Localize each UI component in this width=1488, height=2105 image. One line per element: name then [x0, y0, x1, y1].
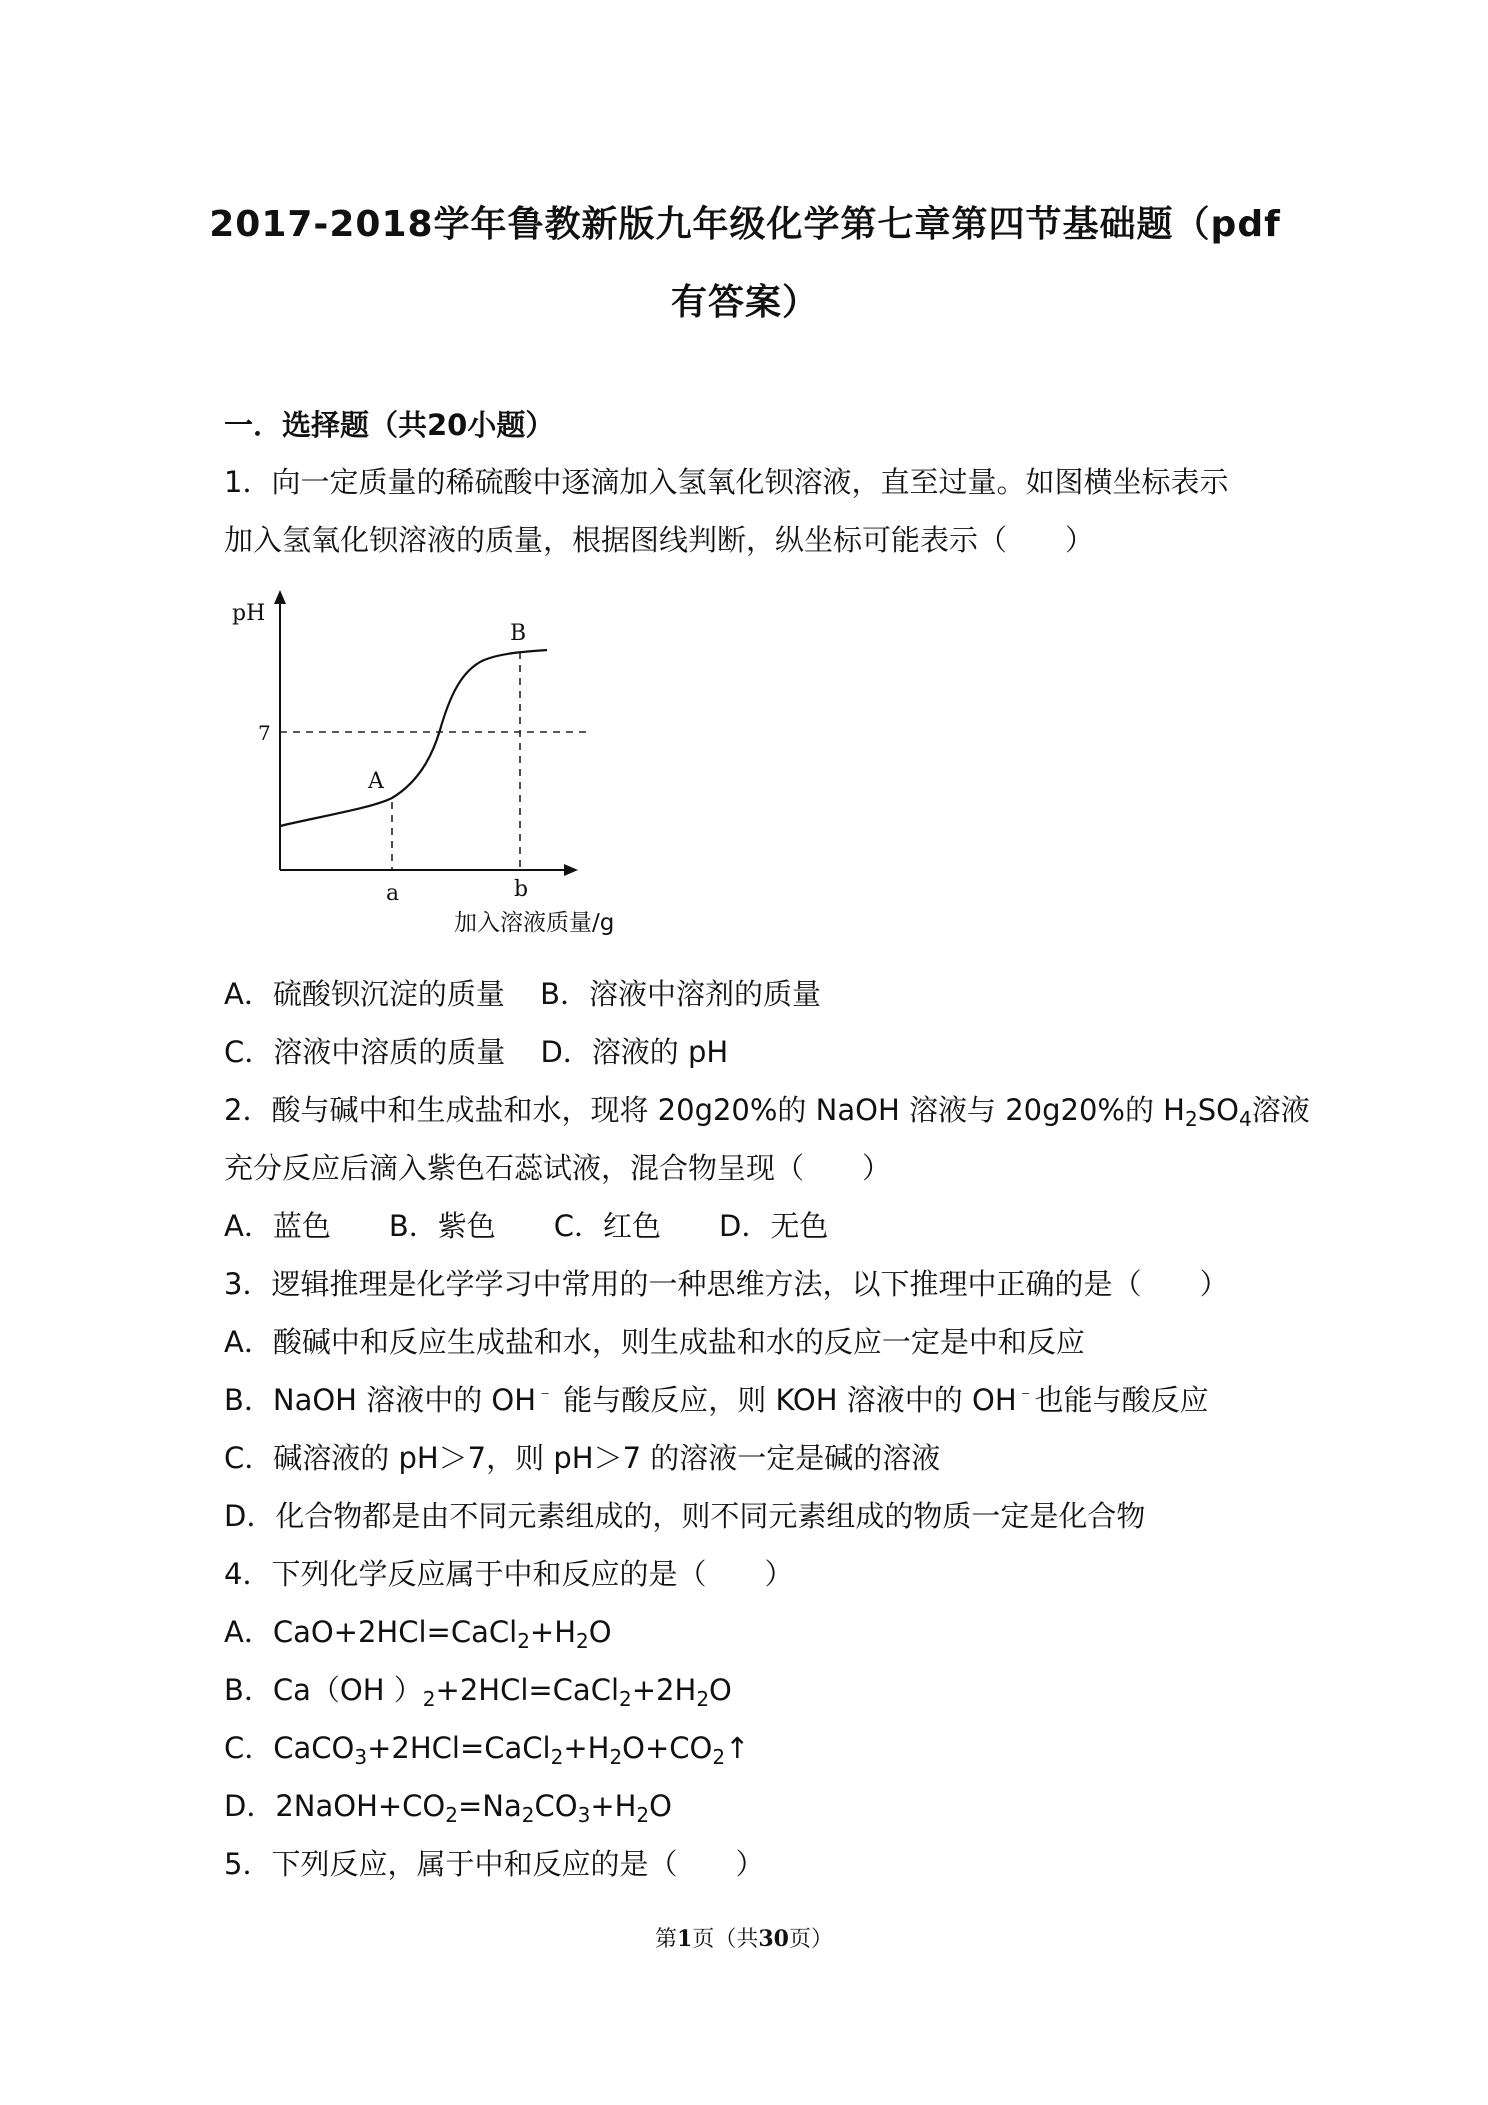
q4-d-t8: O [649, 1789, 672, 1823]
q4-a-s3: 2 [576, 1629, 589, 1653]
footer-page-number: 1 [677, 1926, 693, 1952]
q4-option-c [224, 1726, 749, 1769]
q4-d-t6: +H [590, 1789, 637, 1823]
q2-stem-part3: 溶液 [1251, 1093, 1310, 1127]
q4-d-t4: CO [534, 1789, 578, 1823]
section-heading: 一．选择题（共20小题） [224, 408, 555, 442]
q4-d-s5: 3 [577, 1803, 591, 1827]
q2-stem-line1 [224, 1088, 1310, 1131]
q2-stem-part2: SO [1197, 1093, 1239, 1127]
q4-option-b [224, 1668, 732, 1711]
q4-c-t0: C．CaCO [224, 1731, 355, 1765]
x-tick-b: b [514, 877, 529, 902]
x-tick-a: a [386, 881, 400, 906]
q3-option-b-part3: 也能与酸反应 [1034, 1383, 1209, 1417]
footer-total-pages: 30 [758, 1926, 789, 1952]
q4-c-s5: 2 [609, 1745, 623, 1769]
q4-b-t0: B．Ca（OH ） [224, 1673, 423, 1707]
q4-c-s1: 3 [354, 1745, 368, 1769]
q4-a-t4: O [588, 1615, 612, 1649]
point-b-label: B [510, 621, 527, 646]
q4-d-s7: 2 [636, 1803, 650, 1827]
q2-sub-2: 2 [1184, 1107, 1198, 1131]
q4-c-t2: +2HCl=CaCl [367, 1731, 551, 1765]
q4-d-s1: 2 [445, 1803, 458, 1827]
q4-d-t2: =Na [458, 1789, 522, 1823]
q3-option-b-part1: B．NaOH 溶液中的 OH [224, 1383, 537, 1417]
q4-d-s3: 2 [521, 1803, 535, 1827]
q4-a-s1: 2 [517, 1629, 530, 1653]
q4-c-s3: 2 [550, 1745, 564, 1769]
q3-option-b-sup2: ﹣ [1016, 1382, 1035, 1403]
q4-b-t2: +2HCl=CaCl [435, 1673, 620, 1707]
q4-c-s7: 2 [712, 1745, 726, 1769]
document-title-line2: 有答案） [670, 282, 819, 323]
q4-b-s3: 2 [619, 1687, 632, 1711]
x-axis-arrow [564, 864, 578, 876]
footer-prefix: 第 [655, 1927, 678, 1952]
q4-c-t8: ↑ [725, 1731, 750, 1765]
q3-option-b-sup1: ﹣ [536, 1382, 555, 1403]
q2-options: A．蓝色 B．紫色 C．红色 D．无色 [224, 1209, 829, 1243]
ph-curve-chart [222, 590, 622, 940]
q1-option-d: D．溶液的 pH [540, 1035, 729, 1069]
ph7-tick-label: 7 [258, 721, 271, 745]
q2-sub-4: 4 [1238, 1107, 1252, 1131]
footer-mid: 页（共 [692, 1927, 759, 1952]
q3-stem: 3．逻辑推理是化学学习中常用的一种思维方法，以下推理中正确的是（ ） [224, 1267, 1229, 1301]
q1-stem-line1: 1．向一定质量的稀硫酸中逐滴加入氢氧化钡溶液，直至过量。如图横坐标表示 [224, 465, 1229, 499]
q4-c-t4: +H [563, 1731, 610, 1765]
q3-option-b [224, 1378, 1209, 1419]
x-axis-label: 加入溶液质量/g [454, 910, 615, 936]
q1-option-a: A．硫酸钡沉淀的质量 [224, 977, 505, 1011]
q1-option-b: B．溶液中溶剂的质量 [540, 977, 821, 1011]
q4-b-t4: +2H [631, 1673, 697, 1707]
q3-option-a: A．酸碱中和反应生成盐和水，则生成盐和水的反应一定是中和反应 [224, 1325, 1085, 1359]
q4-stem: 4．下列化学反应属于中和反应的是（ ） [224, 1557, 794, 1591]
q4-c-t6: O+CO [622, 1731, 713, 1765]
footer-suffix: 页） [788, 1927, 833, 1952]
q4-option-a [224, 1610, 612, 1653]
q4-b-t6: O [709, 1673, 732, 1707]
page-footer [0, 1922, 1488, 1953]
q3-option-d: D．化合物都是由不同元素组成的，则不同元素组成的物质一定是化合物 [224, 1499, 1146, 1533]
q1-stem-line2: 加入氢氧化钡溶液的质量，根据图线判断，纵坐标可能表示（ ） [224, 523, 1095, 557]
q4-d-t0: D．2NaOH+CO [224, 1789, 446, 1823]
point-a-label: A [368, 769, 384, 794]
q1-options-row1 [224, 972, 821, 1013]
q2-stem-line2: 充分反应后滴入紫色石蕊试液，混合物呈现（ ） [224, 1151, 892, 1185]
q1-option-c: C．溶液中溶质的质量 [224, 1035, 506, 1069]
q3-option-c: C．碱溶液的 pH＞7，则 pH＞7 的溶液一定是碱的溶液 [224, 1441, 941, 1475]
q5-stem: 5．下列反应，属于中和反应的是（ ） [224, 1847, 765, 1881]
q3-option-b-part2: 能与酸反应，则 KOH 溶液中的 OH [554, 1383, 1017, 1417]
q1-options-row2 [224, 1030, 728, 1071]
q2-stem-part1: 2．酸与碱中和生成盐和水，现将 20g20%的 NaOH 溶液与 20g20%的 H [224, 1093, 1185, 1127]
q4-a-t2: +H [529, 1615, 577, 1649]
document-title-line1: 2017-2018学年鲁教新版九年级化学第七章第四节基础题（pdf [209, 204, 1281, 245]
q4-b-s1: 2 [422, 1687, 436, 1711]
q4-option-d [224, 1784, 672, 1827]
y-axis-label: pH [232, 601, 266, 626]
y-axis-arrow [274, 590, 286, 604]
ph-curve [280, 650, 547, 826]
q4-b-s5: 2 [696, 1687, 710, 1711]
q4-a-t0: A．CaO+2HCl=CaCl [224, 1615, 518, 1649]
